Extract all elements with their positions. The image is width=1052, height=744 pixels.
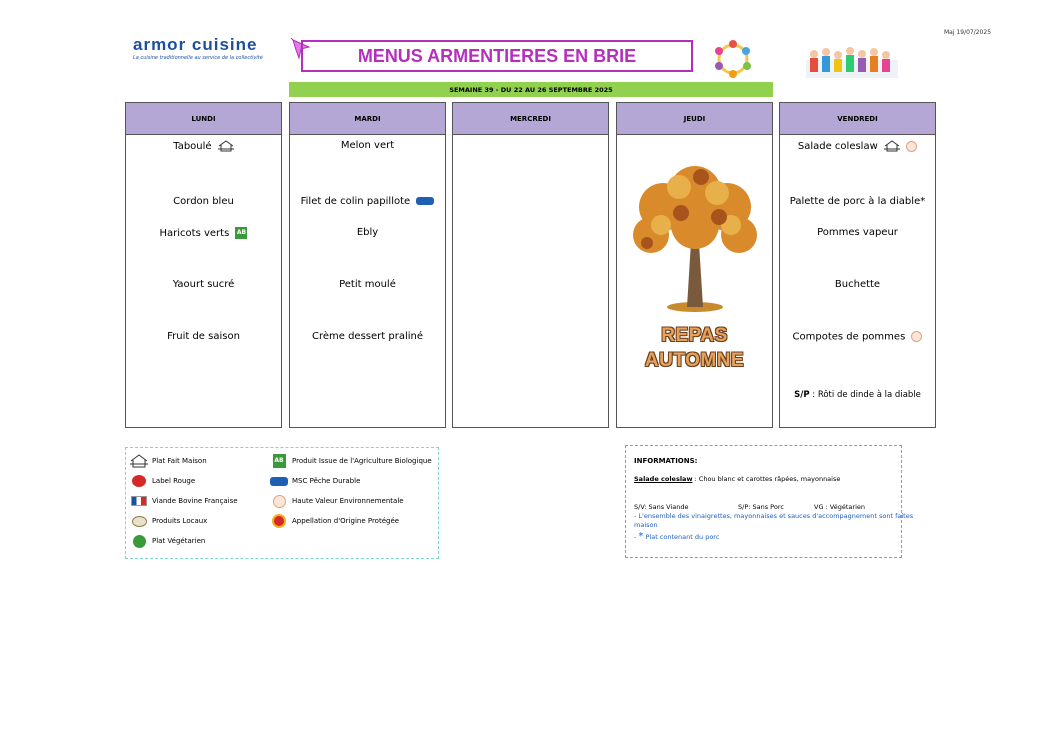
legend-item [270, 514, 399, 528]
dish-main: Palette de porc à la diable* [789, 196, 926, 207]
vegetarian-icon [130, 534, 148, 548]
autumn-tree-icon [621, 147, 769, 315]
dish-starter: Melon vert [340, 140, 395, 151]
sp-text: : Rôti de dinde à la diable [812, 390, 921, 400]
msc-icon [416, 197, 434, 205]
vbf-icon [130, 494, 148, 508]
plat-fait-maison-icon [218, 140, 234, 152]
dish-label: Compotes de pommes [792, 331, 906, 343]
week-label: SEMAINE 39 - DU 22 AU 26 SEPTEMBRE 2025 [449, 85, 613, 94]
info-sv: S/V: Sans Viande [634, 503, 689, 511]
day-header: JEUDI [617, 103, 772, 135]
logo-tagline: La cuisine traditionnelle au service de la collectivité [133, 55, 263, 61]
dish-dairy: Yaourt sucré [172, 279, 235, 290]
special-meal-line1: REPAS [661, 325, 728, 346]
dish-label: Taboulé [173, 141, 212, 152]
legend-label: Produits Locaux [152, 517, 208, 525]
aop-icon [270, 514, 288, 528]
page-title: MENUS ARMENTIERES EN BRIE [357, 45, 637, 66]
kids-group-icon [806, 40, 898, 78]
legend-item [130, 474, 195, 488]
pork-star: * [638, 531, 644, 542]
coleslaw-text: : Chou blanc et carottes râpées, mayonnaise [694, 475, 841, 483]
coleslaw-label: Salade coleslaw [634, 475, 693, 483]
logo-name: armor cuisine [133, 35, 258, 54]
info-sp: S/P: Sans Porc [738, 503, 784, 511]
title-box [301, 40, 693, 72]
plat-fait-maison-icon [884, 140, 900, 152]
dish-main [290, 196, 445, 207]
special-meal-line2: AUTOMNE [644, 350, 745, 371]
dish-side: Pommes vapeur [817, 227, 898, 238]
day-column-lundi [125, 102, 282, 428]
dish-starter [126, 140, 281, 152]
legend-item [130, 514, 207, 528]
hve-icon [906, 141, 917, 152]
legend-item [270, 474, 360, 488]
dish-label: Filet de colin papillote [300, 196, 411, 207]
dish-dessert: Crème dessert praliné [311, 331, 423, 342]
pork-note-text: Plat contenant du porc [645, 533, 720, 541]
day-header: LUNDI [126, 103, 281, 135]
info-note-sauces-cont: maison [634, 521, 658, 529]
info-note-pork: - * Plat contenant du porc [634, 531, 720, 542]
msc-icon [270, 474, 288, 488]
hve-icon [911, 331, 922, 342]
week-banner [289, 82, 773, 97]
legend-label: Appellation d'Origine Protégée [292, 517, 400, 525]
legend-label: MSC Pêche Durable [292, 477, 361, 485]
dish-dairy: Buchette [834, 279, 881, 290]
legend-label: Label Rouge [152, 477, 196, 485]
dish-dessert [780, 331, 935, 343]
day-column-mardi [289, 102, 446, 428]
legend-item [270, 494, 404, 508]
day-column-jeudi [616, 102, 773, 428]
info-box [625, 445, 914, 558]
ab-bio-icon: AB [270, 454, 288, 468]
dish-dairy: Petit moulé [339, 279, 396, 290]
legend-box [125, 447, 439, 559]
day-column-mercredi [452, 102, 609, 428]
legend-label: Viande Bovine Française [152, 497, 238, 505]
sans-porc-alternative [780, 390, 935, 400]
legend-item [130, 494, 238, 508]
dish-label: Haricots verts [159, 228, 230, 239]
legend-label: Haute Valeur Environnementale [292, 497, 404, 505]
dish-side [126, 227, 281, 239]
info-coleslaw [634, 475, 840, 483]
legend-item [130, 534, 205, 548]
ab-bio-icon: AB [235, 227, 247, 239]
info-title: INFORMATIONS: [634, 457, 698, 465]
kids-circle-icon [710, 38, 756, 80]
day-column-vendredi [779, 102, 936, 428]
legend-label: Produit Issue de l'Agriculture Biologique [292, 457, 432, 465]
legend-label: Plat Fait Maison [152, 457, 207, 465]
dish-main: Cordon bleu [173, 196, 234, 207]
local-products-icon [130, 514, 148, 528]
hve-icon [270, 494, 288, 508]
dish-side: Ebly [356, 227, 379, 238]
info-note-sauces: - L'ensemble des vinaigrettes, mayonnaises et sauces d'accompagnement sont faites [634, 512, 914, 520]
dish-starter [780, 140, 935, 152]
armor-cuisine-logo [133, 36, 273, 61]
dish-dessert: Fruit de saison [167, 331, 240, 342]
sp-label: S/P [794, 390, 810, 400]
legend-label: Plat Végétarien [152, 537, 206, 545]
day-header: VENDREDI [780, 103, 935, 135]
house-icon [130, 454, 148, 468]
day-header: MERCREDI [453, 103, 608, 135]
dish-label: Salade coleslaw [797, 141, 878, 152]
legend-item [130, 454, 207, 468]
day-header: MARDI [290, 103, 445, 135]
info-vg: VG : Végétarien [814, 503, 866, 511]
label-rouge-icon [130, 474, 148, 488]
legend-item [270, 454, 432, 468]
update-date: Maj 19/07/2025 [944, 29, 992, 36]
